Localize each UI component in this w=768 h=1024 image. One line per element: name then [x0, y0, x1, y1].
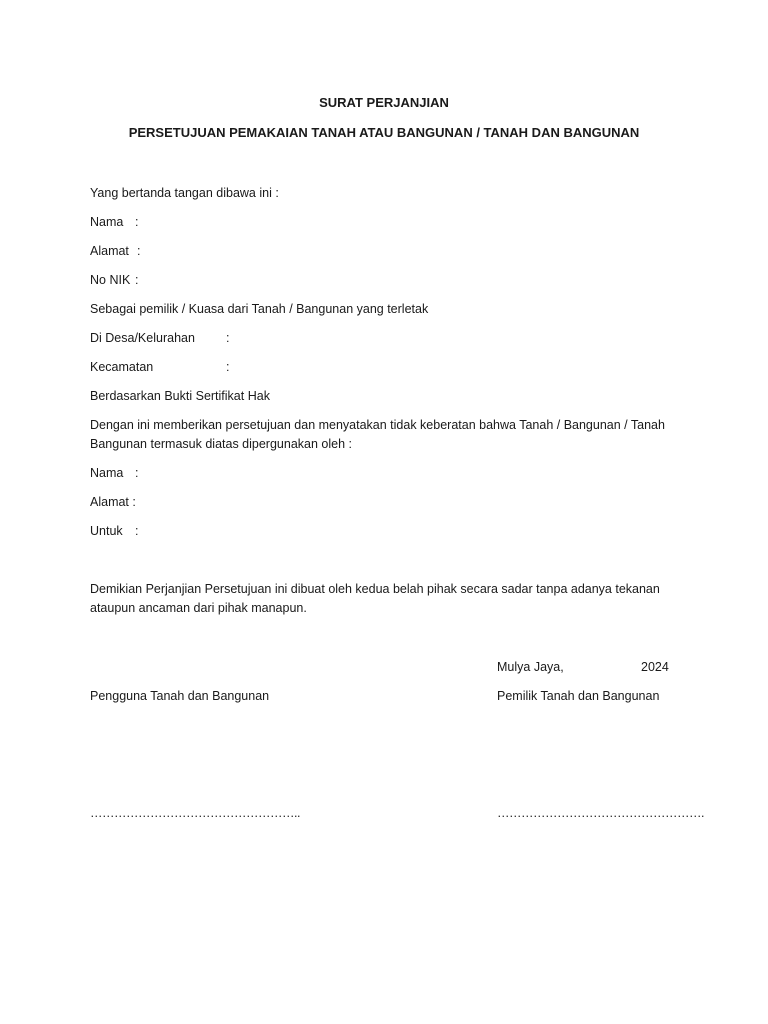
property-intro-text: Sebagai pemilik / Kuasa dari Tanah / Bangunan yang terletak — [90, 302, 429, 316]
owner-name-colon: : — [135, 215, 139, 229]
village-colon: : — [226, 331, 230, 345]
user-name-colon: : — [135, 466, 139, 480]
owner-name-label: Nama — [90, 215, 124, 229]
signatory-left-label: Pengguna Tanah dan Bangunan — [90, 689, 270, 703]
document-subtitle: PERSETUJUAN PEMAKAIAN TANAH ATAU BANGUNAN / TANAH DAN BANGUNAN — [128, 125, 640, 140]
user-purpose-label: Untuk — [90, 524, 123, 538]
place-text: Mulya Jaya, — [497, 660, 564, 674]
owner-nik-label: No NIK — [90, 273, 131, 287]
village-label: Di Desa/Kelurahan — [90, 331, 195, 345]
signature-line-left: …………………………………………….. — [90, 806, 300, 820]
signature-line-right: ……………………………………………. — [497, 806, 704, 820]
user-address-label: Alamat : — [90, 495, 136, 509]
consent-paragraph: Dengan ini memberikan persetujuan dan menyatakan tidak keberatan bahwa Tanah / Bangunan / Tanah Bangunan termasuk diatas dipergunakan oleh : — [90, 418, 665, 451]
owner-nik-colon: : — [135, 273, 139, 287]
closing-paragraph: Demikian Perjanjian Persetujuan ini dibuat oleh kedua belah pihak secara sadar tanpa adanya tekanan ataupun ancaman dari pihak manapun. — [90, 582, 660, 615]
user-purpose-colon: : — [135, 524, 139, 538]
intro-text: Yang bertanda tangan dibawa ini : — [90, 186, 279, 200]
district-colon: : — [226, 360, 230, 374]
year-text: 2024 — [641, 660, 669, 674]
owner-address-label: Alamat — [90, 244, 129, 258]
district-label: Kecamatan — [90, 360, 154, 374]
owner-address-colon: : — [137, 244, 141, 258]
certificate-text: Berdasarkan Bukti Sertifikat Hak — [90, 389, 270, 403]
signatory-right-label: Pemilik Tanah dan Bangunan — [497, 689, 660, 703]
document-title: SURAT PERJANJIAN — [319, 95, 449, 110]
user-name-label: Nama — [90, 466, 124, 480]
